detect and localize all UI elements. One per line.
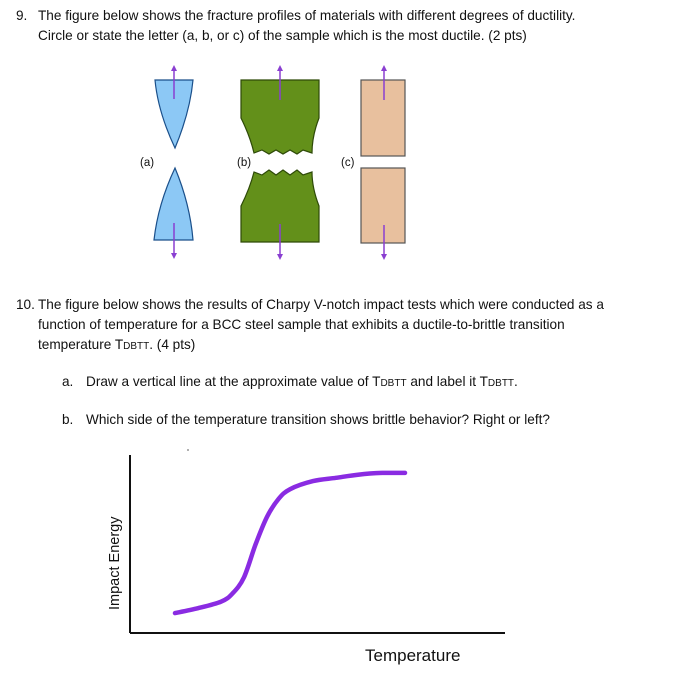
question-10-line-3: temperature TDBTT. (4 pts) [38,337,196,352]
sample-c-label: (c) [341,157,355,169]
question-10a: a. Draw a vertical line at the approximate value of TDBTT and label it TDBTT. [62,372,518,394]
question-9-line-1: The figure below shows the fracture profiles of materials with different degrees of ductility. [38,8,576,23]
y-axis-label: Impact Energy [107,516,123,610]
question-10b: b. Which side of the temperature transition shows brittle behavior? Right or left? [62,410,550,430]
sample-b-label: (b) [237,157,252,169]
question-10a-label: a. [62,374,74,389]
question-9-line-2: Circle or state the letter (a, b, or c) of the sample which is the most ductile. (2 pts) [38,28,527,43]
question-10-number: 10. [16,297,35,312]
question-9-number: 9. [16,8,28,23]
stray-dot [187,449,189,451]
sample-a-label: (a) [140,157,155,169]
x-axis-label: Temperature [365,646,461,665]
question-10-line-2: function of temperature for a BCC steel sample that exhibits a ductile-to-brittle transition [38,317,565,332]
question-10-line-1: The figure below shows the results of Charpy V-notch impact tests which were conducted as a [38,297,604,312]
impact-energy-curve [175,473,405,613]
question-10b-label: b. [62,412,74,427]
